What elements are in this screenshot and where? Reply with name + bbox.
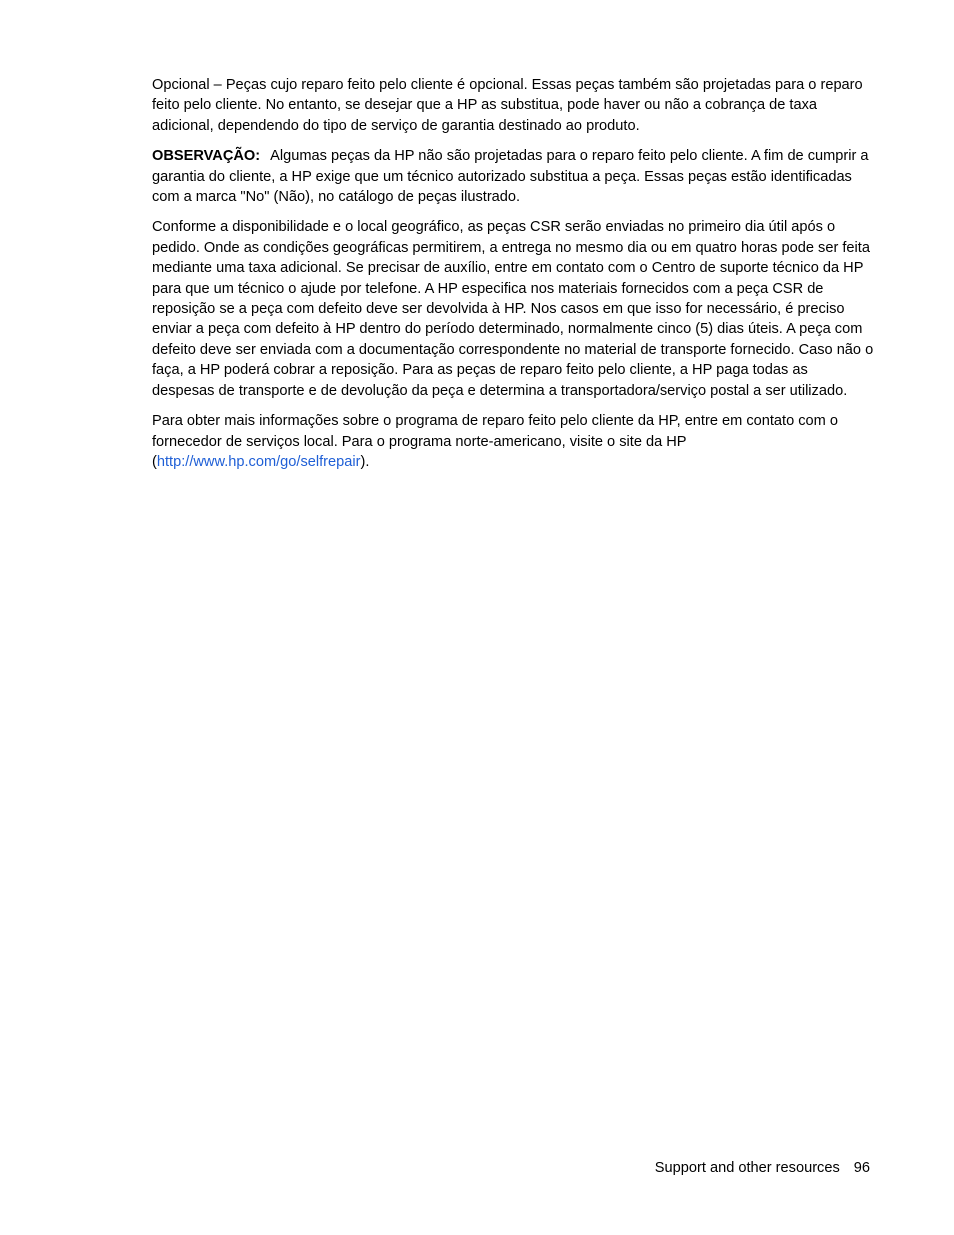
paren-open: ( xyxy=(152,453,157,470)
paragraph-more-info xyxy=(152,411,874,472)
paren-close: ). xyxy=(360,453,370,470)
note-block xyxy=(152,146,874,207)
paragraph-shipping: Conforme a disponibilidade e o local geográfico, as peças CSR serão enviadas no primeiro dia útil após o pedido. Onde as condições geográficas permitirem, a entrega no mesmo dia ou em quatro horas pode ser feita mediante uma taxa adicional. Se precisar de auxílio, entre em contato com o Centro de suporte técnico da HP para que um técnico o ajude por telefone. A HP especifica nos materiais fornecidos com a peça CSR de reposição se a peça com defeito deve ser devolvida à HP. Nos casos em que isso for necessário, é preciso enviar a peça com defeito à HP dentro do período determinado, normalmente cinco (5) dias úteis. A peça com defeito deve ser enviada com a documentação correspondente no material de transporte fornecido. Caso não o faça, a HP poderá cobrar a reposição. Para as peças de reparo feito pelo cliente, a HP paga todas as despesas de transporte e de devolução da peça e determina a transportadora/serviço postal a ser utilizado. xyxy=(152,219,874,399)
page-footer xyxy=(655,1158,870,1178)
document-body xyxy=(152,75,874,482)
selfrepair-link[interactable]: http://www.hp.com/go/selfrepair xyxy=(156,453,361,470)
footer-section-title: Support and other resources xyxy=(654,1160,840,1176)
more-info-text: Para obter mais informações sobre o programa de reparo feito pelo cliente da HP, entre em contato com o fornecedor de serviços local. Para o programa norte-americano, visite o site da HP xyxy=(152,413,839,450)
note-text: Algumas peças da HP não são projetadas para o reparo feito pelo cliente. A fim de cumprir a garantia do cliente, a HP exige que um técnico autorizado substitua a peça. Essas peças estão identificadas com a marca "No" (Não), no catálogo de peças ilustrado. xyxy=(152,148,869,206)
paragraph-optional-parts: Opcional – Peças cujo reparo feito pelo cliente é opcional. Essas peças também são projetadas para o reparo feito pelo cliente. No entanto, se desejar que a HP as substitua, pode haver ou não a cobrança de taxa adicional, dependendo do tipo de serviço de garantia destinado ao produto. xyxy=(152,77,863,134)
page-number: 96 xyxy=(853,1160,870,1176)
note-label: OBSERVAÇÃO: xyxy=(152,148,261,165)
